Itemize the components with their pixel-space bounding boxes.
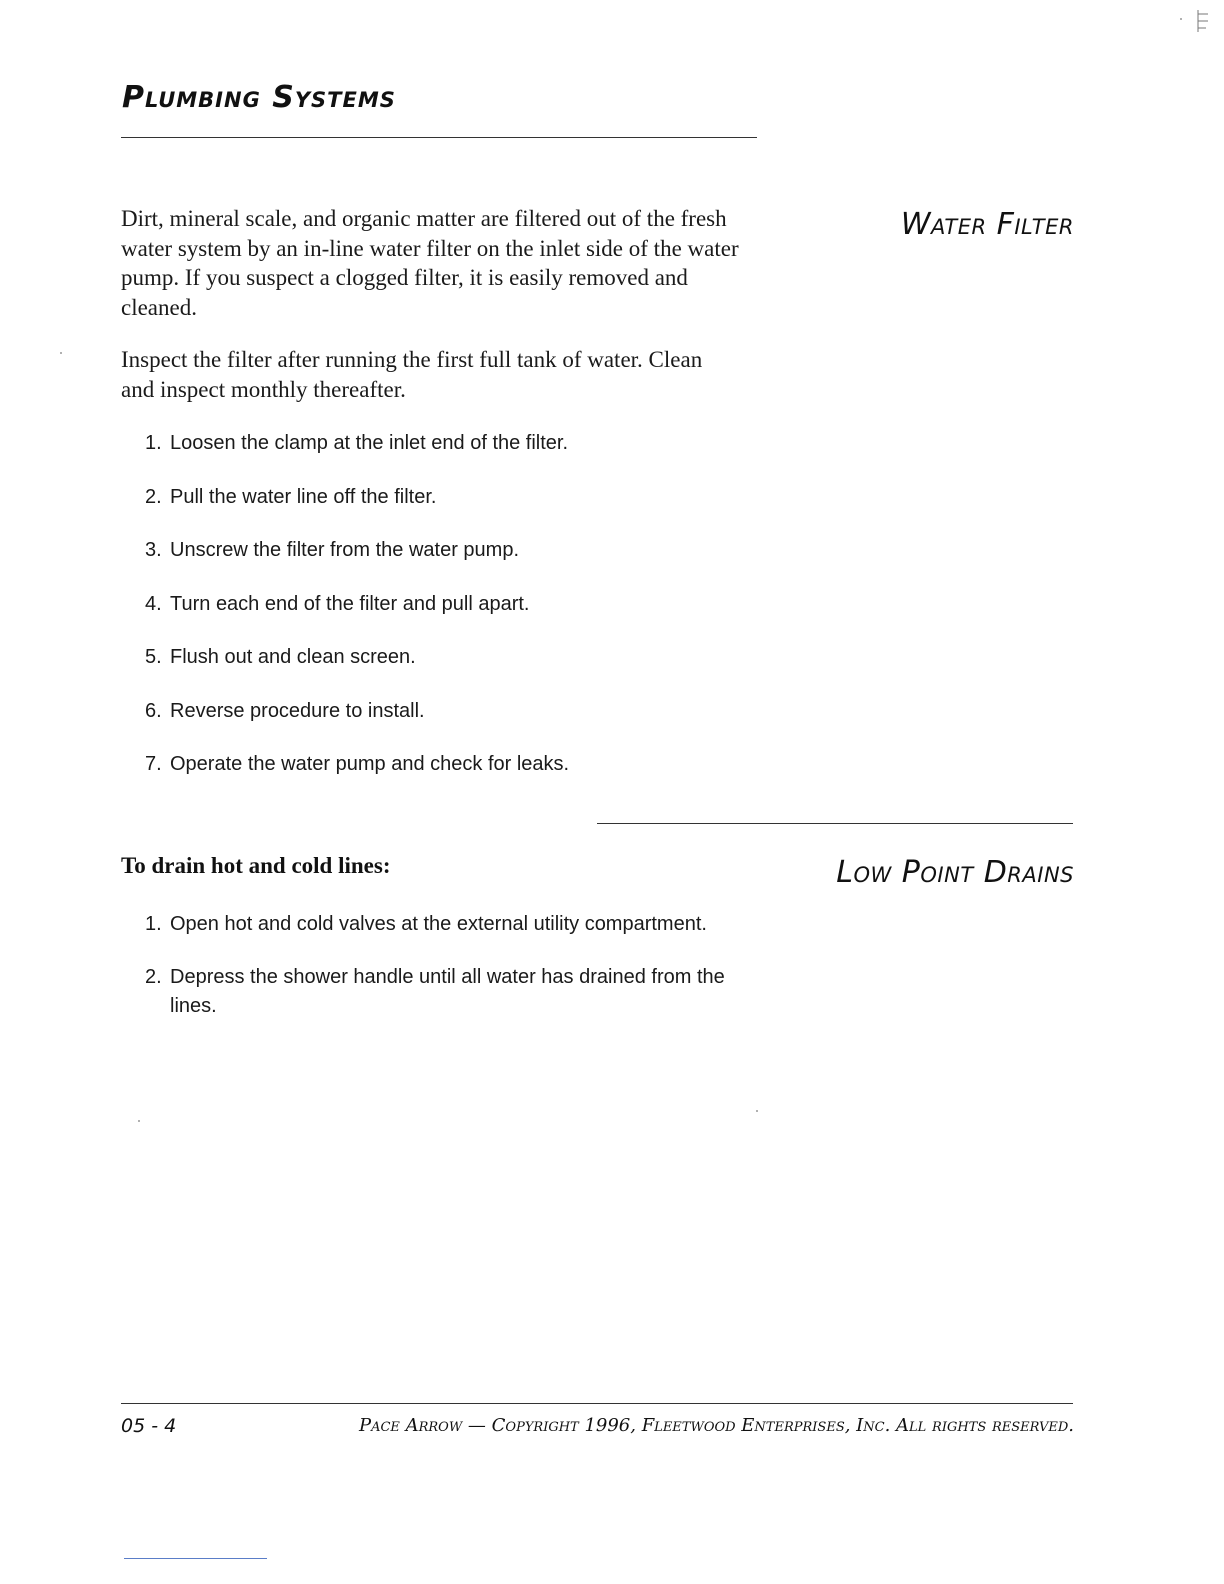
scan-artifact-line (124, 1558, 267, 1559)
scan-speck (756, 1110, 758, 1112)
list-item: 2. Pull the water line off the filter. (145, 486, 437, 508)
section-rule (597, 823, 1073, 824)
inspect-paragraph: Inspect the filter after running the first full tank of water. Clean and inspect monthly thereafter. (121, 347, 703, 402)
margin-mark-icon (1196, 8, 1210, 36)
list-item: 6. Reverse procedure to install. (145, 700, 425, 722)
scan-speck (1180, 18, 1182, 20)
water-filter-heading: Water Filter (900, 207, 1074, 242)
header-rule (121, 137, 757, 138)
scan-speck (138, 1120, 140, 1122)
intro-paragraph: Dirt, mineral scale, and organic matter are filtered out of the fresh water system by an in-line water filter on the inlet side of the water pump. If you suspect a clogged filter, it is easily removed and cleaned. (121, 206, 739, 320)
copyright-notice: Pace Arrow — Copyright 1996, Fleetwood Enterprises, Inc. All rights reserved. (358, 1415, 1074, 1436)
drain-subheading: To drain hot and cold lines: (121, 853, 391, 878)
list-item: 4. Turn each end of the filter and pull apart. (145, 593, 530, 615)
list-item: 7. Operate the water pump and check for leaks. (145, 753, 570, 775)
list-item: 3. Unscrew the filter from the water pump. (145, 539, 520, 561)
list-item: 2. Depress the shower handle until all water has drained from the lines. (145, 966, 725, 1017)
scan-speck (60, 352, 62, 354)
list-item: 1. Open hot and cold valves at the external utility compartment. (145, 913, 707, 935)
page-number: 05 - 4 (121, 1415, 177, 1437)
footer-rule (121, 1403, 1073, 1404)
page-title: Plumbing Systems (122, 80, 396, 115)
list-item: 1. Loosen the clamp at the inlet end of the filter. (145, 432, 569, 454)
list-item: 5. Flush out and clean screen. (145, 646, 416, 668)
low-point-drains-heading: Low Point Drains (836, 855, 1074, 890)
